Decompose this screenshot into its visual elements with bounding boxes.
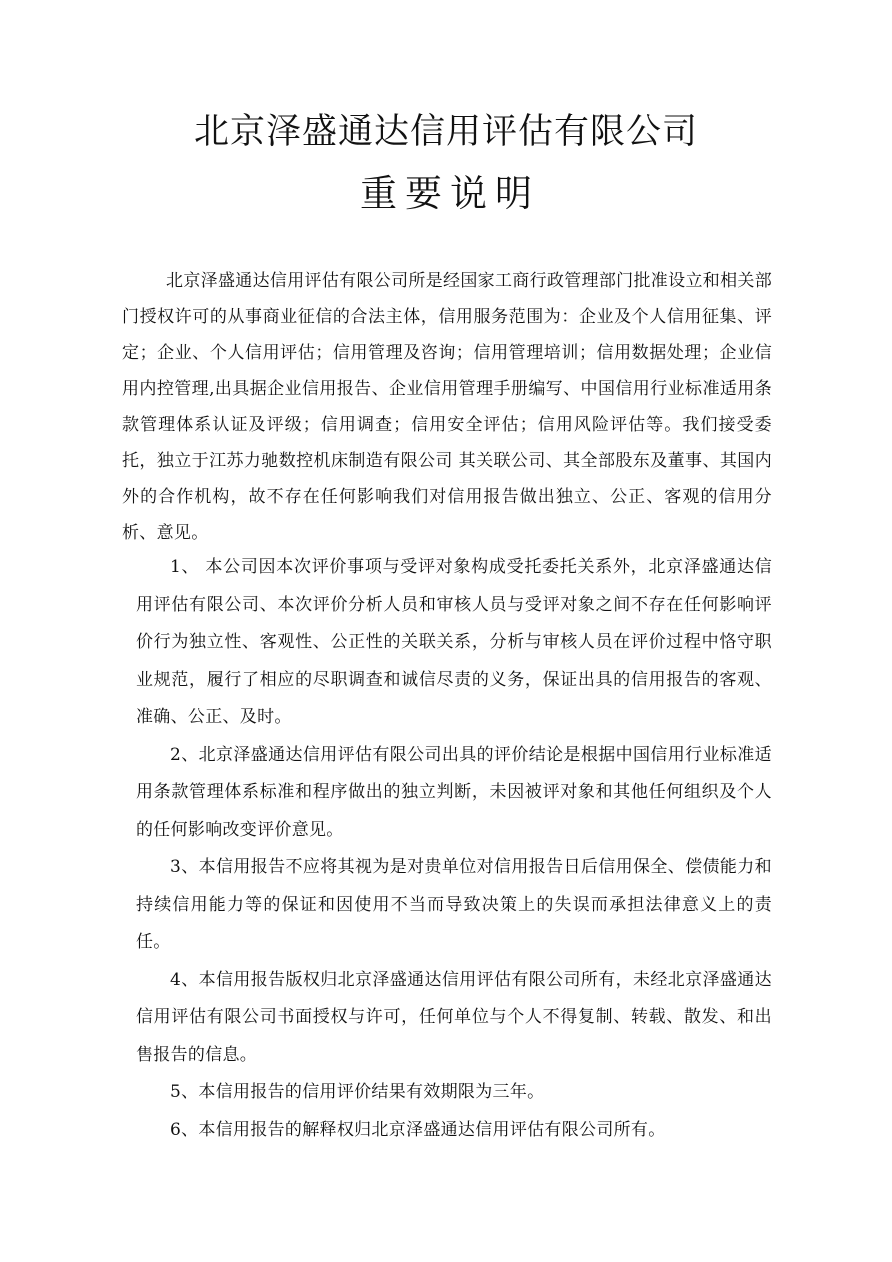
statement-list [136,549,772,1149]
company-title: 北京泽盛通达信用评估有限公司 [193,112,698,152]
statement-item-2: 2、北京泽盛通达信用评估有限公司出具的评价结论是根据中国信用行业标准适用条款管理体系标准和程序做出的独立判断，未因被评对象和其他任何组织及个人的任何影响改变评价意见。 [136,744,772,840]
statement-item-1: 1、 本公司因本次评价事项与受评对象构成受托委托关系外，北京泽盛通达信用评估有限公司、本次评价分析人员和审核人员与受评对象之间不存在任何影响评价行为独立性、客观性、公正性的关联关系，分析与审核人员在评价过程中恪守职业规范，履行了相应的尽职调查和诚信尽责的义务，保证出具的信用报告的客观、准确、公正、及时。 [136,557,772,727]
statement-item-5: 5、本信用报告的信用评价结果有效期限为三年。 [170,1082,545,1102]
statement-item-3: 3、本信用报告不应将其视为是对贵单位对信用报告日后信用保全、偿债能力和持续信用能力等的保证和因使用不当而导致决策上的失误而承担法律意义上的责任。 [136,857,772,952]
intro-paragraph: 北京泽盛通达信用评估有限公司所是经国家工商行政管理部门批准设立和相关部门授权许可的从事商业征信的合法主体，信用服务范围为：企业及个人信用征集、评定；企业、个人信用评估；信用管理及咨询；信用管理培训；信用数据处理；企业信用内控管理,出具据企业信用报告、企业信用管理手册编写、中国信用行业标准适用条款管理体系认证及评级；信用调查；信用安全评估；信用风险评估等。我们接受委托，独立于江苏力驰数控机床制造有限公司 其关联公司、其全部股东及董事、其国内外的合作机构，故不存在任何影响我们对信用报告做出独立、公正、客观的信用分析、意见。 [122,271,772,543]
statement-item-6: 6、本信用报告的解释权归北京泽盛通达信用评估有限公司所有。 [170,1119,666,1140]
statement-item-4: 4、本信用报告版权归北京泽盛通达信用评估有限公司所有，未经北京泽盛通达信用评估有限公司书面授权与许可，任何单位与个人不得复制、转载、散发、和出售报告的信息。 [136,969,772,1065]
document-title: 重要说明 [360,172,540,215]
